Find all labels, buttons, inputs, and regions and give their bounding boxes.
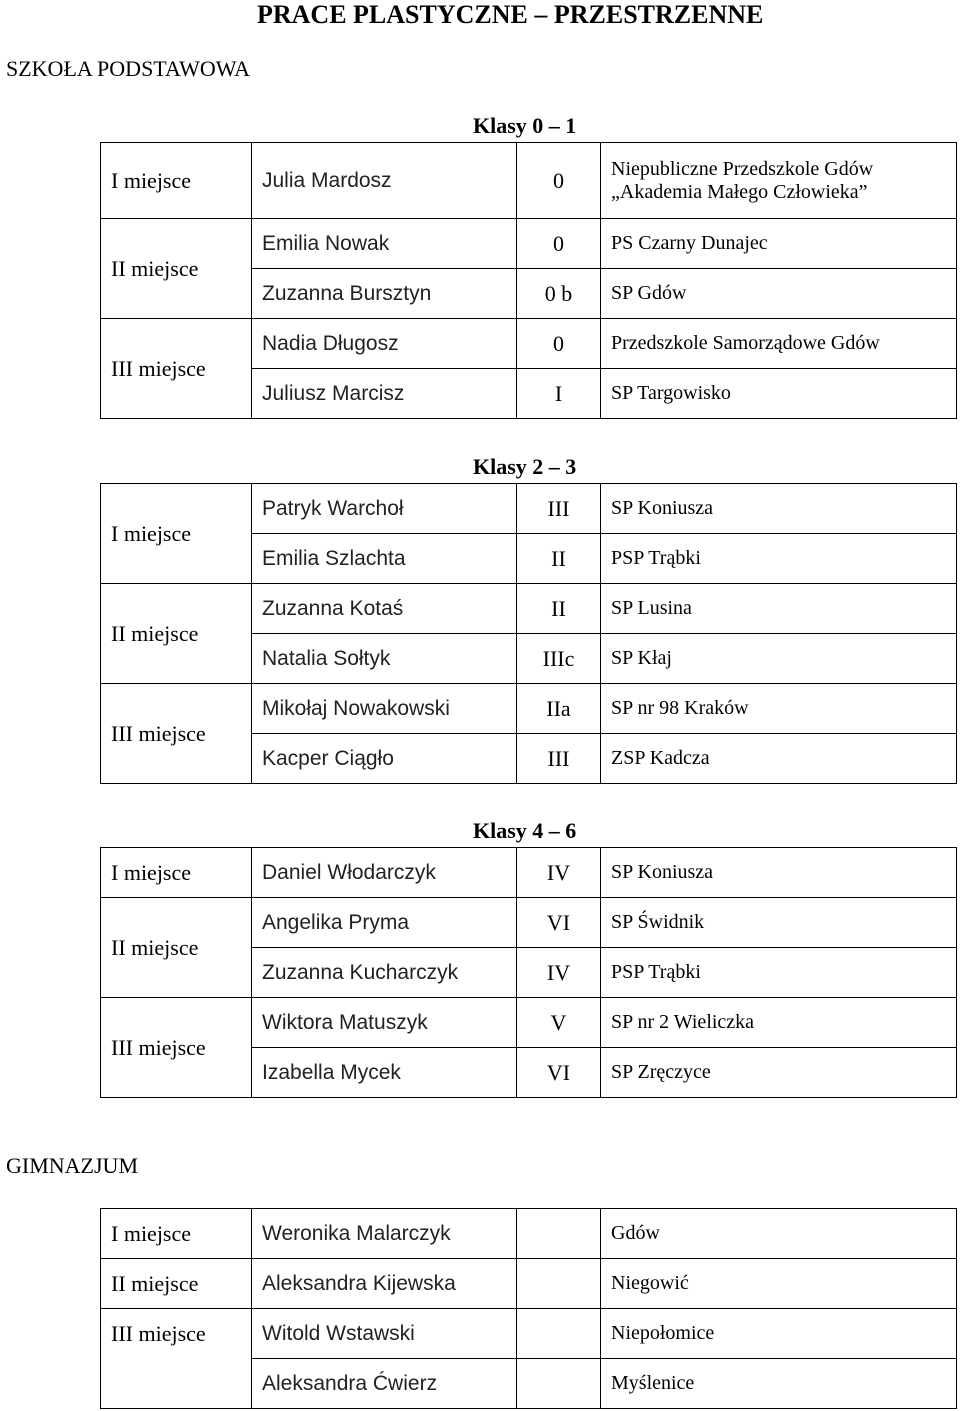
class-label: 0 b xyxy=(517,269,601,319)
results-table-klasy-4-6 xyxy=(100,847,957,1098)
table-row xyxy=(101,143,957,219)
class-label: 0 xyxy=(517,219,601,269)
place-label: III miejsce xyxy=(101,998,252,1098)
section-heading-primary: SZKOŁA PODSTAWOWA xyxy=(6,56,250,81)
page-title: PRACE PLASTYCZNE – PRZESTRZENNE xyxy=(257,0,764,29)
school-line-1: Niepubliczne Przedszkole Gdów xyxy=(611,157,874,180)
place-label: III miejsce xyxy=(101,684,252,784)
table-row xyxy=(101,898,957,948)
school-name: SP Gdów xyxy=(601,269,957,319)
student-name: Mikołaj Nowakowski xyxy=(252,684,517,734)
table-row xyxy=(101,484,957,534)
class-label xyxy=(517,1359,601,1409)
table-row xyxy=(101,584,957,634)
class-label: 0 xyxy=(517,143,601,219)
student-name: Kacper Ciągło xyxy=(252,734,517,784)
place-label: III miejsce xyxy=(101,319,252,419)
table-row xyxy=(101,684,957,734)
student-name: Angelika Pryma xyxy=(252,898,517,948)
place-label: III miejsce xyxy=(101,1309,252,1409)
table-row xyxy=(101,1259,957,1309)
results-table-klasy-0-1 xyxy=(100,142,957,419)
school-name xyxy=(601,143,957,219)
section-heading-gymnasium: GIMNAZJUM xyxy=(6,1153,138,1178)
school-name: PS Czarny Dunajec xyxy=(601,219,957,269)
student-name: Wiktora Matuszyk xyxy=(252,998,517,1048)
school-name: SP Kłaj xyxy=(601,634,957,684)
class-label: VI xyxy=(517,1048,601,1098)
class-label: I xyxy=(517,369,601,419)
school-name: SP Targowisko xyxy=(601,369,957,419)
student-name: Aleksandra Kijewska xyxy=(252,1259,517,1309)
class-label: IV xyxy=(517,948,601,998)
school-name: ZSP Kadcza xyxy=(601,734,957,784)
school-name: PSP Trąbki xyxy=(601,948,957,998)
class-label xyxy=(517,1209,601,1259)
class-label: V xyxy=(517,998,601,1048)
class-label: II xyxy=(517,584,601,634)
student-name: Nadia Długosz xyxy=(252,319,517,369)
school-line-2: „Akademia Małego Człowieka” xyxy=(611,180,868,203)
student-name: Daniel Włodarczyk xyxy=(252,848,517,898)
student-name: Zuzanna Kotaś xyxy=(252,584,517,634)
class-label: III xyxy=(517,484,601,534)
student-name: Zuzanna Bursztyn xyxy=(252,269,517,319)
student-name: Aleksandra Ćwierz xyxy=(252,1359,517,1409)
place-label: I miejsce xyxy=(101,1209,252,1259)
group-caption-2-3: Klasy 2 – 3 xyxy=(473,454,577,479)
school-name: SP Lusina xyxy=(601,584,957,634)
group-caption-0-1: Klasy 0 – 1 xyxy=(473,113,577,138)
place-label: I miejsce xyxy=(101,848,252,898)
place-label: II miejsce xyxy=(101,1259,252,1309)
student-name: Weronika Malarczyk xyxy=(252,1209,517,1259)
table-row xyxy=(101,1309,957,1359)
class-label xyxy=(517,1259,601,1309)
class-label: IIa xyxy=(517,684,601,734)
school-name: Niepołomice xyxy=(601,1309,957,1359)
school-name: SP Koniusza xyxy=(601,848,957,898)
school-name: PSP Trąbki xyxy=(601,534,957,584)
school-name: Myślenice xyxy=(601,1359,957,1409)
school-name: SP Świdnik xyxy=(601,898,957,948)
student-name: Witold Wstawski xyxy=(252,1309,517,1359)
school-name: Gdów xyxy=(601,1209,957,1259)
table-row xyxy=(101,219,957,269)
school-name: SP Koniusza xyxy=(601,484,957,534)
place-label: I miejsce xyxy=(101,484,252,584)
school-name: Przedszkole Samorządowe Gdów xyxy=(601,319,957,369)
school-name: SP Zręczyce xyxy=(601,1048,957,1098)
student-name: Natalia Sołtyk xyxy=(252,634,517,684)
student-name: Emilia Szlachta xyxy=(252,534,517,584)
place-label: II miejsce xyxy=(101,898,252,998)
school-name: SP nr 98 Kraków xyxy=(601,684,957,734)
place-label: I miejsce xyxy=(101,143,252,219)
results-table-gymnasium xyxy=(100,1208,957,1409)
student-name: Patryk Warchoł xyxy=(252,484,517,534)
table-row xyxy=(101,1209,957,1259)
student-name: Izabella Mycek xyxy=(252,1048,517,1098)
student-name: Juliusz Marcisz xyxy=(252,369,517,419)
school-name: SP nr 2 Wieliczka xyxy=(601,998,957,1048)
class-label xyxy=(517,1309,601,1359)
group-caption-4-6: Klasy 4 – 6 xyxy=(473,818,577,843)
class-label: III xyxy=(517,734,601,784)
school-name: Niegowić xyxy=(601,1259,957,1309)
table-row xyxy=(101,848,957,898)
student-name: Julia Mardosz xyxy=(252,143,517,219)
place-label: II miejsce xyxy=(101,219,252,319)
table-row xyxy=(101,319,957,369)
student-name: Zuzanna Kucharczyk xyxy=(252,948,517,998)
results-table-klasy-2-3 xyxy=(100,483,957,784)
class-label: IIIc xyxy=(517,634,601,684)
place-label: II miejsce xyxy=(101,584,252,684)
class-label: II xyxy=(517,534,601,584)
table-row xyxy=(101,998,957,1048)
class-label: 0 xyxy=(517,319,601,369)
student-name: Emilia Nowak xyxy=(252,219,517,269)
class-label: IV xyxy=(517,848,601,898)
class-label: VI xyxy=(517,898,601,948)
